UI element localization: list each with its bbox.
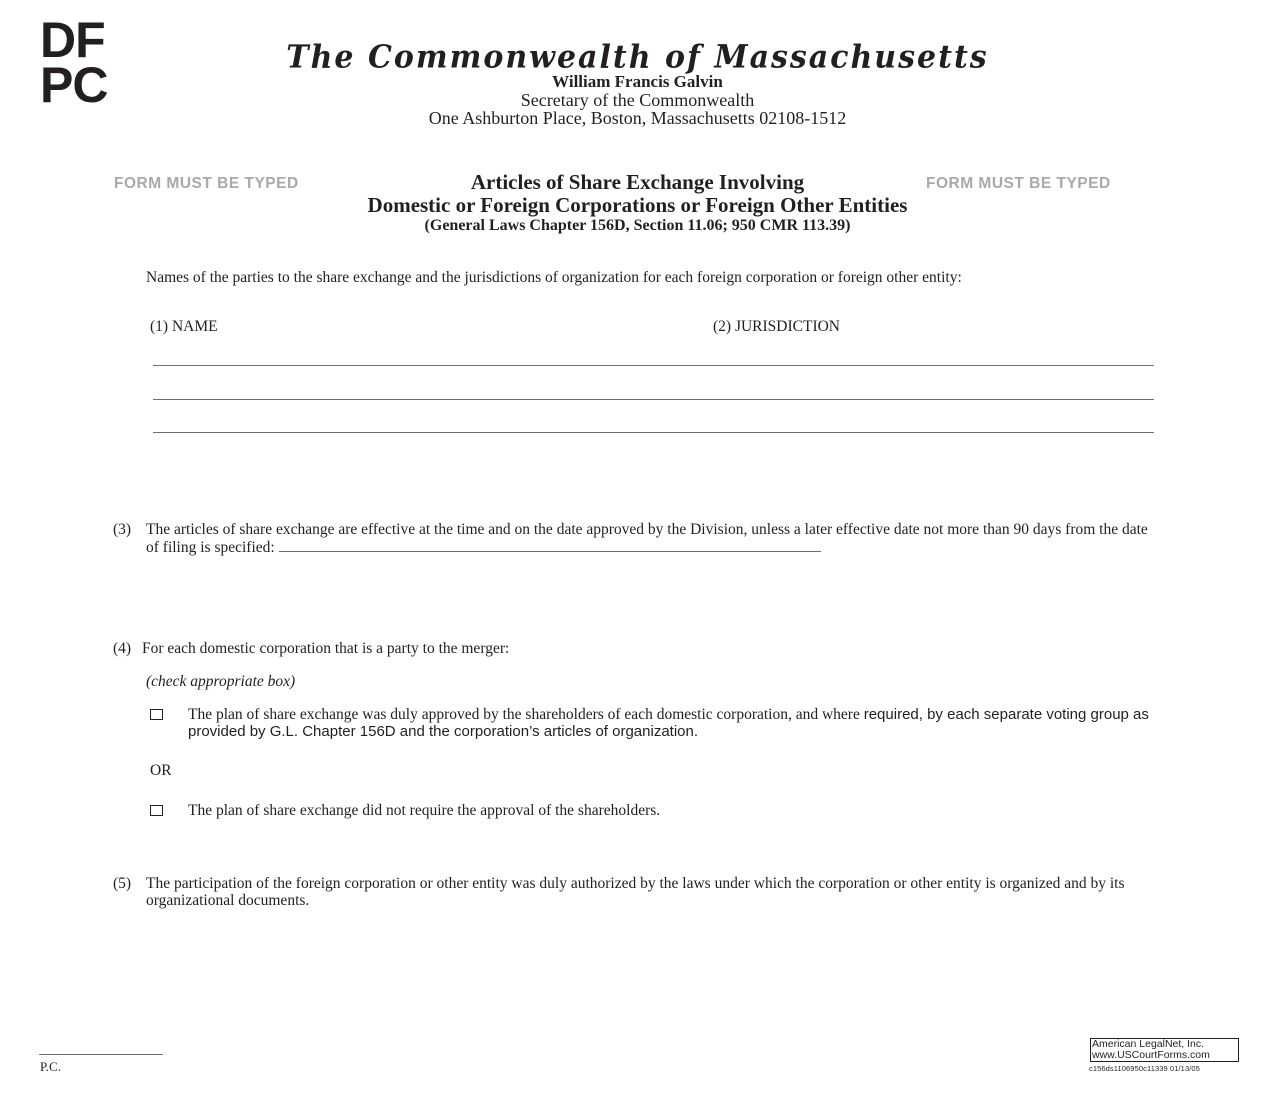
official-title: Secretary of the Commonwealth (520, 90, 755, 110)
option1-text-part2: required, by each separate voting group as provided by G.L. Chapter 156D and the corporation’s articles of organization. (188, 706, 1149, 740)
no-approval-required-checkbox[interactable] (150, 805, 163, 816)
vendor-name: American LegalNet, Inc. (1092, 1038, 1205, 1050)
shareholder-approved-checkbox[interactable] (150, 709, 163, 720)
page-initials-line (39, 1054, 163, 1055)
option1-text-part1: The plan of share exchange was duly approved by the shareholders of each domestic corporation, and where (188, 706, 864, 723)
section-3-number: (3) (113, 521, 132, 538)
section-5-text: The participation of the foreign corporation or other entity was duly authorized by the laws under which the corporation or other entity is organized and by its organizational documents. (146, 875, 1125, 909)
form-citation: (General Laws Chapter 156D, Section 11.06; 950 CMR 113.39) (424, 217, 851, 234)
corner-code-line2: PC (40, 57, 108, 113)
form-code: c156ds1106950c11339 01/13/05 (1089, 1064, 1200, 1073)
column-header-name: (1) NAME (150, 318, 218, 335)
form-title-line1: Articles of Share Exchange Involving (470, 170, 805, 194)
form-must-be-typed-right: FORM MUST BE TYPED (926, 175, 1111, 192)
vendor-url[interactable]: www.USCourtForms.com (1092, 1049, 1210, 1061)
official-name: William Francis Galvin (552, 72, 723, 91)
party-entry-line-3[interactable] (153, 432, 1154, 433)
check-box-hint: (check appropriate box) (146, 673, 296, 690)
section-5 (113, 875, 1158, 909)
section-3 (113, 521, 1158, 556)
or-label: OR (150, 762, 172, 779)
office-address: One Ashburton Place, Boston, Massachusetts 02108-1512 (428, 108, 847, 128)
option-shareholder-approved (150, 706, 1160, 740)
state-title: The Commonwealth of Massachusetts (286, 39, 989, 76)
section-4-text: For each domestic corporation that is a party to the merger: (142, 640, 510, 657)
form-must-be-typed-left: FORM MUST BE TYPED (114, 175, 299, 192)
section-4 (113, 640, 1158, 657)
party-entry-line-2[interactable] (153, 399, 1154, 400)
section-4-number: (4) (113, 640, 132, 657)
party-entry-line-1[interactable] (153, 365, 1154, 366)
option2-text: The plan of share exchange did not require the approval of the shareholders. (188, 802, 661, 819)
section-5-number: (5) (113, 875, 132, 892)
column-header-jurisdiction: (2) JURISDICTION (713, 318, 841, 335)
corner-code-line1: DF (40, 12, 105, 68)
vendor-box (1090, 1038, 1239, 1062)
parties-intro: Names of the parties to the share exchange and the jurisdictions of organization for each foreign corporation or foreign other entity: (146, 269, 962, 286)
form-title-line2: Domestic or Foreign Corporations or Foreign Other Entities (367, 193, 908, 217)
section-3-text: The articles of share exchange are effective at the time and on the date approved by the Division, unless a later effective date not more than 90 days from the date of filing is specified: (146, 521, 1148, 556)
page-label: P.C. (40, 1059, 61, 1074)
effective-date-field[interactable] (279, 538, 821, 552)
option-no-approval-required (150, 802, 1160, 819)
